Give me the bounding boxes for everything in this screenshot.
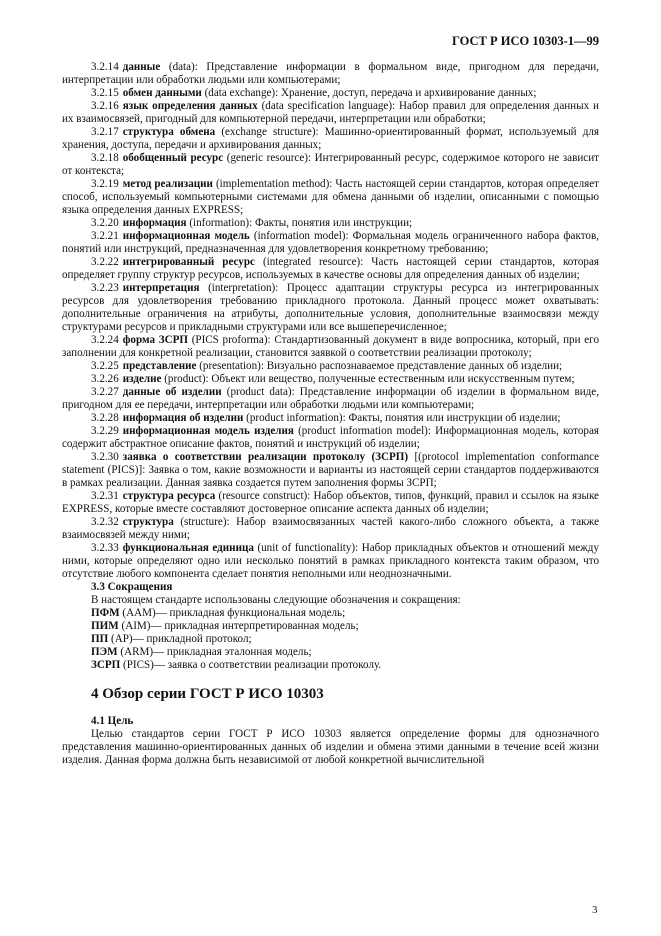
section-3-3-intro: В настоящем стандарте использованы следующие обозначения и сокращения: (91, 594, 461, 606)
definition-text: (integrated resource): Часть настоящей серии стандартов, которая определяет группу структур ресурсов, используемых в качестве основы для определения данных об изделии; (62, 256, 599, 281)
definition-term: заявка о соответствии реализации протоколу (ЗСРП) (122, 451, 409, 463)
definition-item (62, 360, 599, 373)
definition-text: (information): Факты, понятия или инструкции; (186, 217, 413, 229)
definition-text: (data): Представление информации в формальном виде, пригодном для передачи, интерпретации или обработки людьми или компьютерами; (62, 61, 599, 86)
definition-item (62, 334, 599, 360)
definition-text: (presentation): Визуально распознаваемое представление данных об изделии; (196, 360, 563, 372)
document-header: ГОСТ Р ИСО 10303-1—99 (451, 34, 599, 48)
definition-number: 3.2.26 (91, 373, 119, 385)
definition-item (62, 542, 599, 581)
definition-term: структура ресурса (122, 490, 216, 502)
definition-term: структура (122, 516, 174, 528)
definition-text: (structure): Набор взаимосвязанных частей какого-либо сложного объекта, а также взаимосвязей между ними; (62, 516, 599, 541)
definition-term: язык определения данных (122, 100, 258, 112)
definition-text: (product information): Факты, понятия или инструкции об изделии; (243, 412, 561, 424)
definition-term: информационная модель (122, 230, 250, 242)
definition-term: структура обмена (122, 126, 216, 138)
definition-item (62, 217, 599, 230)
definition-term: функциональная единица (122, 542, 254, 554)
definition-text: (data specification language): Набор правил для определения данных и их взаимосвязей, пригодный для компьютерной передачи, интерпретации или обработки; (62, 100, 599, 125)
definition-item (62, 386, 599, 412)
definition-term: представление (122, 360, 197, 372)
abbreviation-code: ЗСРП (91, 659, 121, 671)
definition-text: [(protocol implementation conformance statement (PICS)]: Заявка о том, какие возможности и варианты из настоящей серии стандартов поддерживаются в рамках реализации. Данная заявка создается путем заполнения формы ЗСРП; (62, 451, 599, 489)
definition-number: 3.2.15 (91, 87, 119, 99)
definition-item (62, 230, 599, 256)
definition-text: (implementation method): Часть настоящей серии стандартов, которая определяет способ, используемый компьютерными системами для обмена данными об изделии, описанными с помощью языка определения данных EXPRESS; (62, 178, 600, 216)
definition-text: (interpretation): Процесс адаптации структуры ресурса из интегрированных ресурсов для удовлетворения требованию прикладного протокола. Данный процесс может охватывать: дополнительные ограничения на атрибуты, дополнительные условия, дополнительные взаимосвязи между структурами ресурсов и прикладными структурами или все вышеперечисленное; (62, 282, 599, 333)
section-3-3-title: 3.3 Сокращения (91, 581, 173, 593)
section-4-1-text: Целью стандартов серии ГОСТ Р ИСО 10303 является определение формы для однозначного представления машинно-ориентированных данных об изделии и обмена этими данными в течение всей жизни изделия. Данная форма должна быть независимой от любой конкретной вычислительной (62, 728, 599, 766)
abbreviation-code: ПИМ (91, 620, 119, 632)
definition-term: изделие (122, 373, 162, 385)
definition-number: 3.2.31 (91, 490, 119, 502)
definition-text: (PICS proforma): Стандартизованный документ в виде вопросника, который, при его заполнении для конкретной реализации, становится заявкой о соответствии реализации протоколу; (62, 334, 599, 359)
definition-text: (exchange structure): Машинно-ориентированный формат, используемый для хранения, доступа, передачи и архивирования данных; (62, 126, 600, 151)
definition-text: (product data): Представление информации об изделии в формальном виде, пригодном для ее передачи, интерпретации или обработки людьми или компьютерами; (62, 386, 599, 411)
definition-text: (product): Объект или вещество, полученные естественным или искусственным путем; (161, 373, 575, 385)
definition-item (62, 87, 599, 100)
definition-number: 3.2.29 (91, 425, 119, 437)
definition-number: 3.2.14 (91, 61, 119, 73)
abbreviation-text: (ARM)— прикладная эталонная модель; (117, 646, 312, 658)
abbreviation-item (62, 607, 599, 620)
definition-item (62, 256, 599, 282)
definition-number: 3.2.20 (91, 217, 119, 229)
definition-text: (generic resource): Интегрированный ресурс, содержимое которого не зависит от контекста; (62, 152, 599, 177)
abbreviation-text: (AAM)— прикладная функциональная модель; (119, 607, 346, 619)
definition-number: 3.2.30 (91, 451, 119, 463)
abbreviation-code: ПЭМ (91, 646, 118, 658)
page-number: 3 (592, 904, 598, 916)
definition-number: 3.2.25 (91, 360, 119, 372)
definition-number: 3.2.32 (91, 516, 119, 528)
definition-number: 3.2.27 (91, 386, 119, 398)
definitions-list (62, 61, 599, 581)
definition-item (62, 61, 599, 87)
definition-term: данные об изделии (122, 386, 222, 398)
definition-text: (product information model): Информационная модель, которая содержит абстрактное описание фактов, понятий и инструкций об изделии; (62, 425, 599, 450)
definition-term: метод реализации (122, 178, 213, 190)
definition-term: данные (122, 61, 161, 73)
definition-number: 3.2.22 (91, 256, 119, 268)
abbreviation-text: (AIM)— прикладная интерпретированная модель; (118, 620, 359, 632)
abbreviation-item (62, 659, 599, 672)
definition-item (62, 451, 599, 490)
definition-number: 3.2.28 (91, 412, 119, 424)
definition-number: 3.2.16 (91, 100, 119, 112)
definition-number: 3.2.23 (91, 282, 119, 294)
definition-number: 3.2.21 (91, 230, 119, 242)
definition-number: 3.2.18 (91, 152, 119, 164)
definition-item (62, 152, 599, 178)
abbreviation-item (62, 633, 599, 646)
definition-term: информация об изделии (122, 412, 244, 424)
definition-item (62, 516, 599, 542)
definition-text: (resource construct): Набор объектов, типов, функций, правил и ссылок на языке EXPRESS, которые вместе составляют достоверное описание аспекта данных об изделии; (62, 490, 599, 515)
abbreviation-text: (PICS)— заявка о соответствии реализации протоколу. (120, 659, 382, 671)
definition-term: форма ЗСРП (122, 334, 188, 346)
abbreviations-list (62, 607, 599, 672)
abbreviation-item (62, 620, 599, 633)
abbreviation-code: ПФМ (91, 607, 120, 619)
abbreviation-code: ПП (91, 633, 109, 645)
definition-item (62, 100, 599, 126)
definition-term: обмен данными (122, 87, 202, 99)
definition-text: (data exchange): Хранение, доступ, передача и архивирование данных; (201, 87, 537, 99)
definition-number: 3.2.33 (91, 542, 119, 554)
definition-item (62, 412, 599, 425)
definition-item (62, 425, 599, 451)
definition-item (62, 373, 599, 386)
definition-item (62, 490, 599, 516)
section-4-1-title: 4.1 Цель (91, 715, 134, 727)
definition-text: (information model): Формальная модель ограниченного набора фактов, понятий или инструкций, предназначенная для удовлетворения конкретному требованию; (62, 230, 599, 255)
definition-number: 3.2.24 (91, 334, 119, 346)
definition-number: 3.2.19 (91, 178, 119, 190)
definition-term: интерпретация (122, 282, 200, 294)
definition-item (62, 178, 599, 217)
document-page (62, 34, 599, 767)
definition-term: информационная модель изделия (122, 425, 294, 437)
definition-item (62, 126, 599, 152)
section-4-title: 4 Обзор серии ГОСТ Р ИСО 10303 (91, 686, 324, 702)
definition-term: интегрированный ресурс (122, 256, 255, 268)
abbreviation-text: (AP)— прикладной протокол; (108, 633, 252, 645)
definition-term: обобщенный ресурс (122, 152, 224, 164)
abbreviation-item (62, 646, 599, 659)
definition-number: 3.2.17 (91, 126, 119, 138)
definition-term: информация (122, 217, 187, 229)
definition-text: (unit of functionality): Набор прикладных объектов и отношений между ними, которые определяют одно или несколько понятий в рамках прикладного контекста таким образом, что отсутствие любого компонента сделает понятия неполными или неоднозначными. (62, 542, 599, 580)
definition-item (62, 282, 599, 334)
